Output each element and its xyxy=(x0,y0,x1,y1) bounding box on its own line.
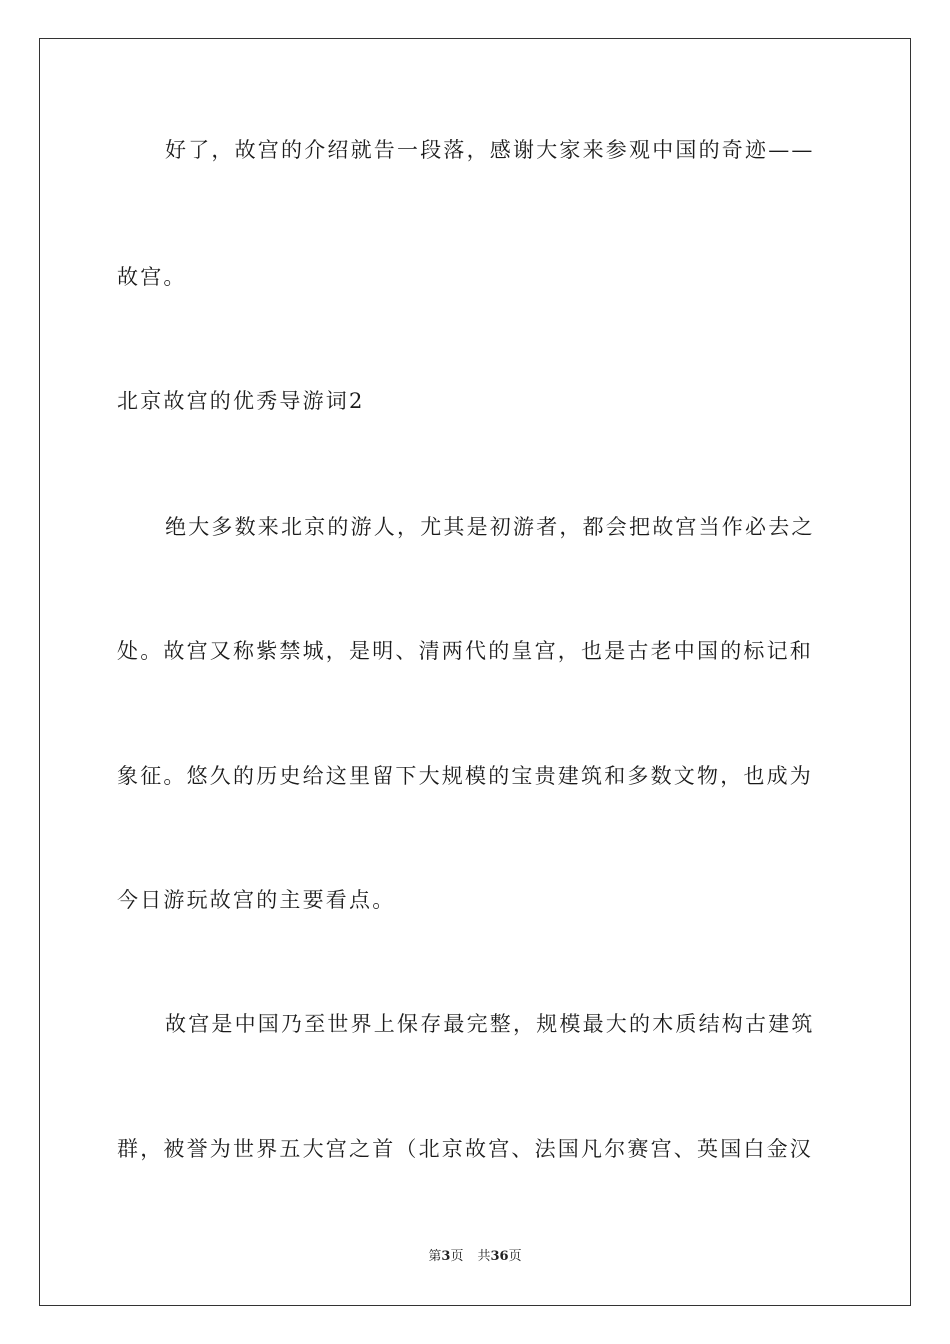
paragraph-1-line-1: 好了，故宫的介绍就告一段落，感谢大家来参观中国的奇迹—— xyxy=(165,138,815,162)
paragraph-3-line-2: 群，被誉为世界五大宫之首（北京故宫、法国凡尔赛宫、英国白金汉 xyxy=(117,1137,813,1161)
page-number: 3 xyxy=(441,1249,451,1264)
total-pages: 36 xyxy=(490,1249,509,1264)
paragraph-2-line-1: 绝大多数来北京的游人，尤其是初游者，都会把故宫当作必去之 xyxy=(165,515,815,539)
paragraph-2-line-2: 处。故宫又称紫禁城，是明、清两代的皇宫，也是古老中国的标记和 xyxy=(117,639,813,663)
page-suffix: 页 xyxy=(450,1249,464,1264)
page-prefix: 第 xyxy=(428,1249,442,1264)
page-border xyxy=(39,38,911,1306)
total-prefix: 共 xyxy=(477,1249,491,1264)
total-suffix: 页 xyxy=(508,1249,522,1264)
page-footer xyxy=(0,1248,950,1266)
paragraph-1-line-2: 故宫。 xyxy=(117,265,187,289)
paragraph-3-line-1: 故宫是中国乃至世界上保存最完整，规模最大的木质结构古建筑 xyxy=(165,1012,815,1036)
paragraph-2-line-3: 象征。悠久的历史给这里留下大规模的宝贵建筑和多数文物，也成为 xyxy=(117,764,813,788)
paragraph-2-line-4: 今日游玩故宫的主要看点。 xyxy=(117,888,396,912)
section-heading: 北京故宫的优秀导游词2 xyxy=(117,389,365,413)
